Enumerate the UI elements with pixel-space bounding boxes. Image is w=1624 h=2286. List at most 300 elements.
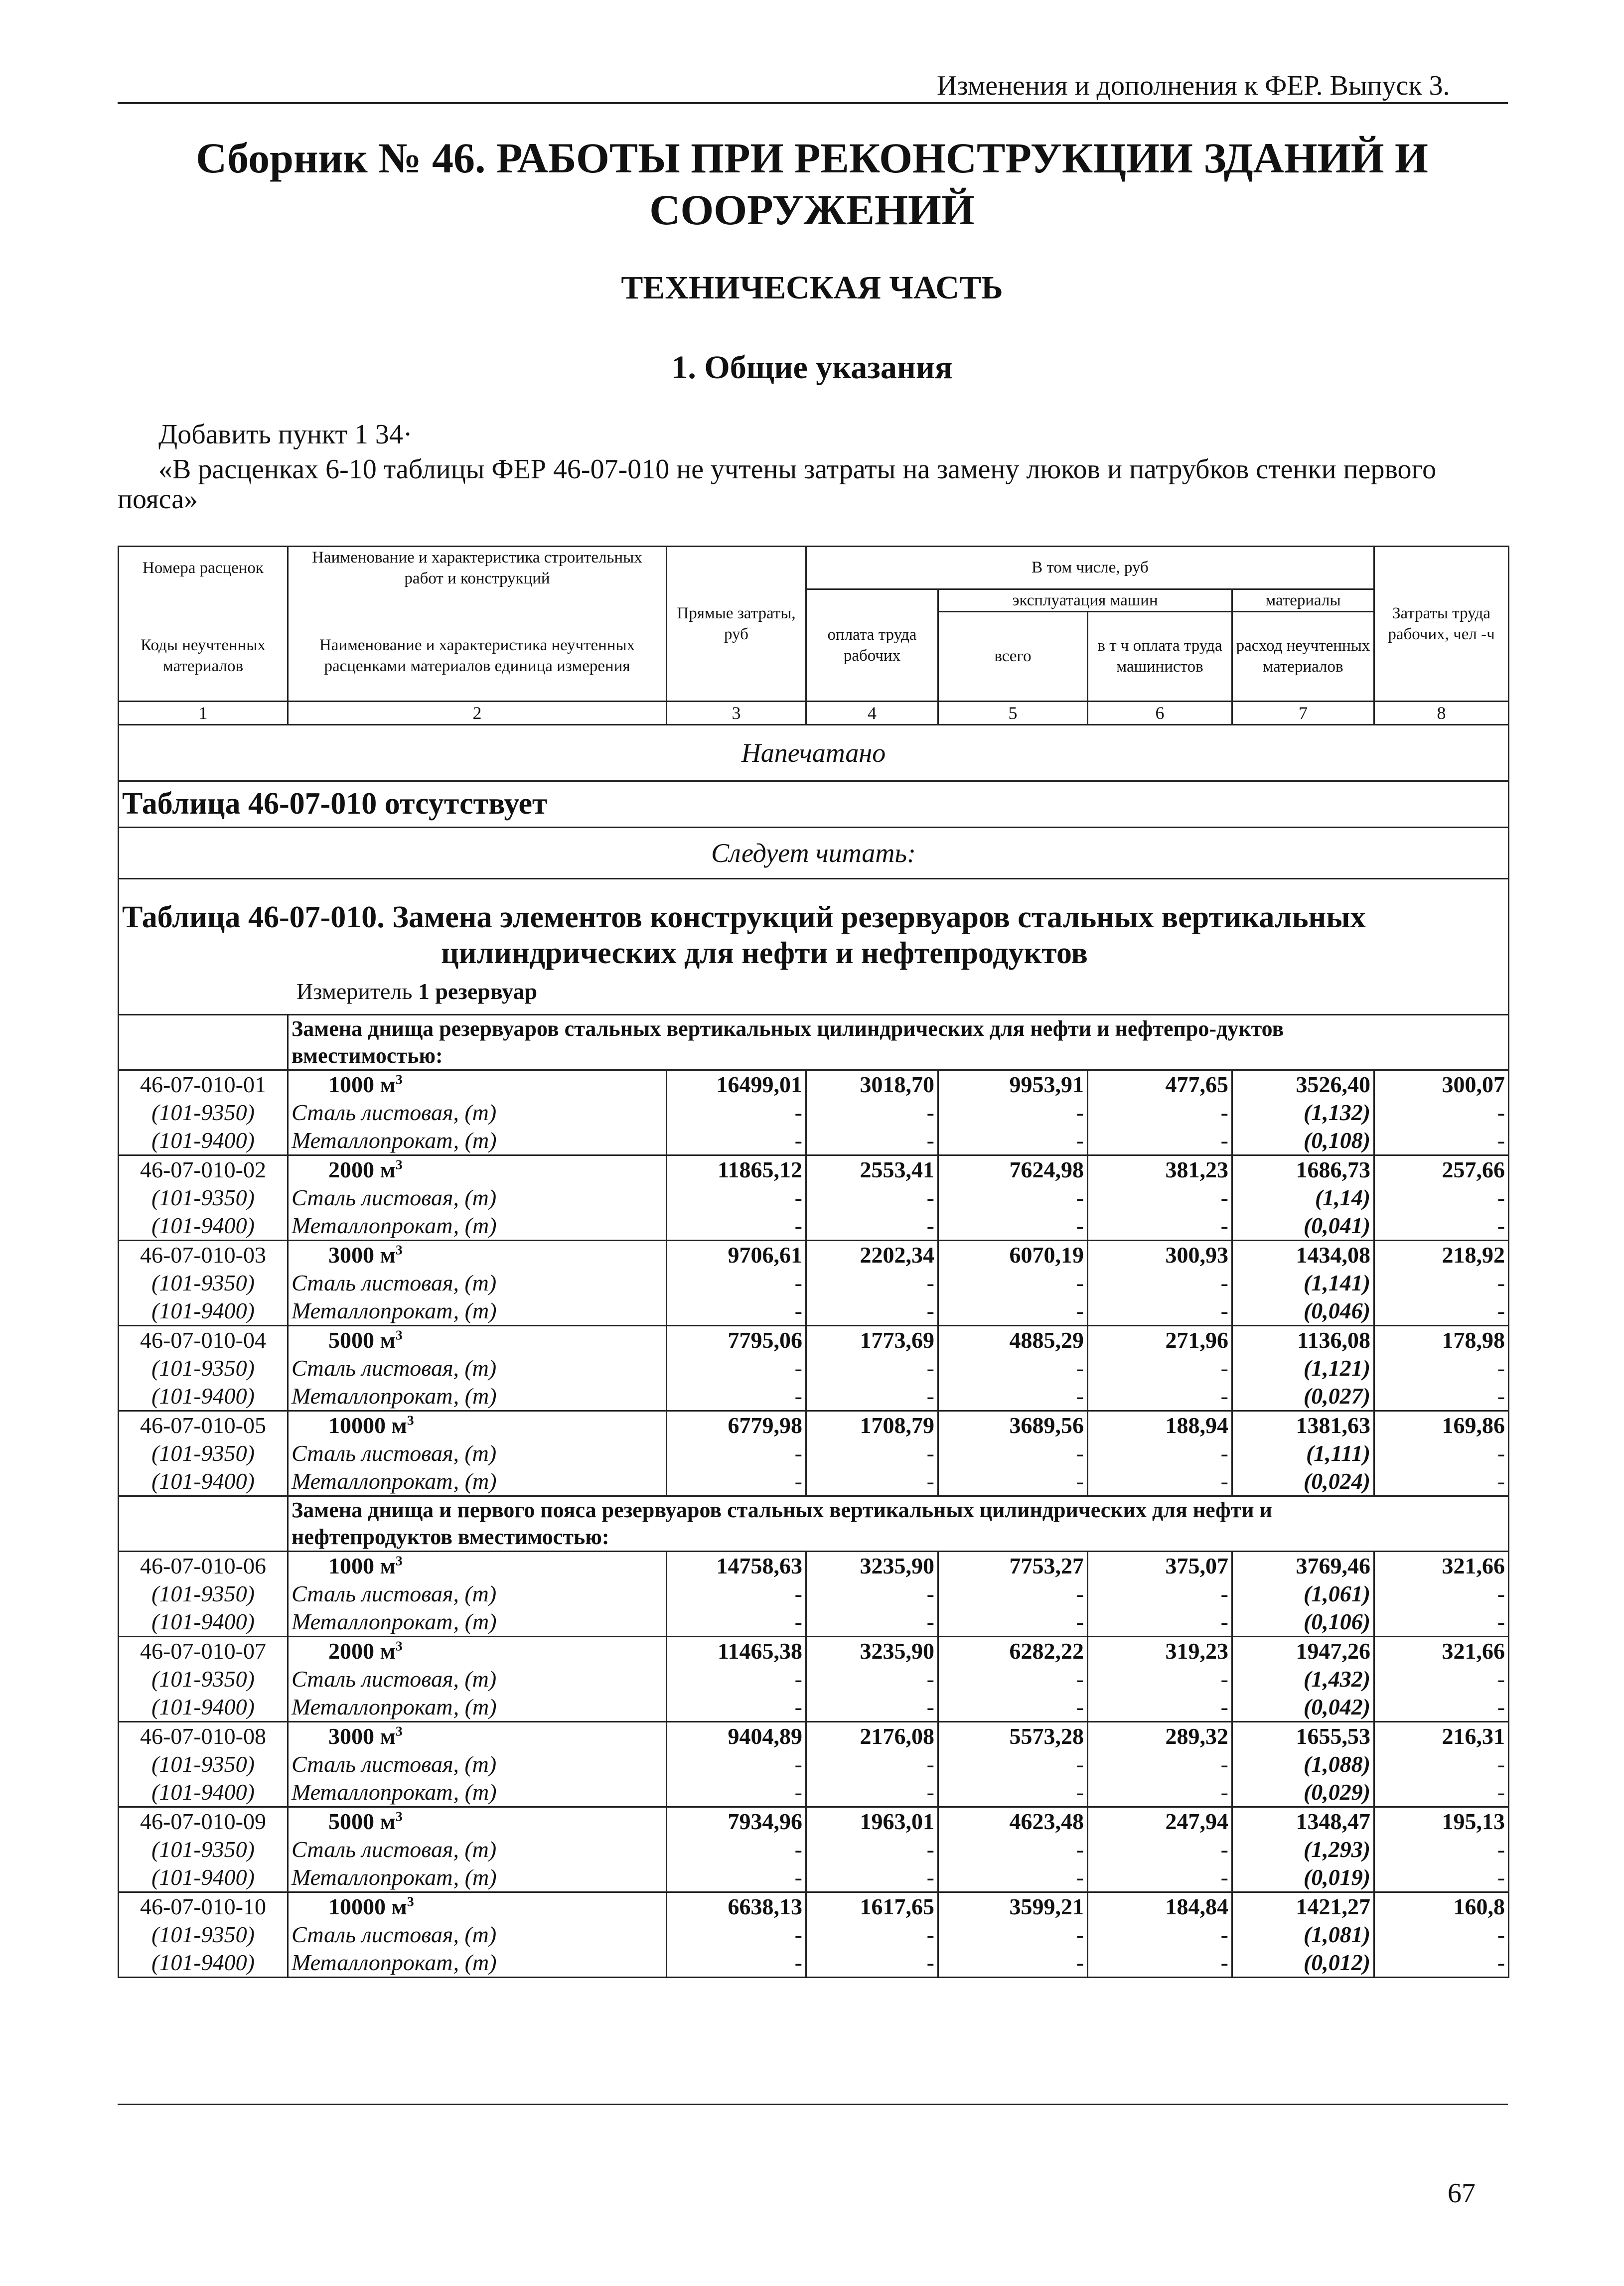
labor-hours: 321,66	[1374, 1636, 1509, 1665]
unit-exponent: 3	[395, 1071, 403, 1087]
direct-costs: 7934,96	[667, 1807, 806, 1836]
dash-cell: -	[806, 1354, 938, 1382]
column-number: 2	[288, 701, 667, 724]
material-quantity: (1,061)	[1232, 1580, 1374, 1608]
material-name: Сталь листовая, (т)	[288, 1269, 667, 1297]
column-number: 3	[667, 701, 806, 724]
operator-pay: 184,84	[1088, 1892, 1232, 1921]
material-code: (101-9350)	[119, 1099, 288, 1127]
material-name: Металлопрокат, (т)	[288, 1127, 667, 1155]
material-quantity: (1,088)	[1232, 1750, 1374, 1778]
header-machines-total: всего	[938, 611, 1088, 701]
direct-costs: 6638,13	[667, 1892, 806, 1921]
tank-volume	[288, 1240, 667, 1269]
header-work-name: Наименование и характеристика строительных работ и конструкций	[288, 547, 667, 589]
volume-unit: м	[380, 1723, 396, 1749]
machines-total: 3599,21	[938, 1892, 1088, 1921]
dash-cell: -	[806, 1863, 938, 1892]
dash-cell: -	[1088, 1354, 1232, 1382]
unit-exponent: 3	[407, 1893, 414, 1909]
dash-cell: -	[1374, 1949, 1509, 1978]
direct-costs: 14758,63	[667, 1551, 806, 1580]
material-name: Металлопрокат, (т)	[288, 1863, 667, 1892]
dash-cell: -	[1088, 1921, 1232, 1949]
operator-pay: 381,23	[1088, 1155, 1232, 1184]
material-code: (101-9400)	[119, 1297, 288, 1326]
dash-cell: -	[1374, 1836, 1509, 1863]
worker-pay: 3235,90	[806, 1636, 938, 1665]
machines-total: 4885,29	[938, 1325, 1088, 1354]
machines-total: 5573,28	[938, 1721, 1088, 1750]
labor-hours: 257,66	[1374, 1155, 1509, 1184]
dash-cell: -	[806, 1921, 938, 1949]
material-code: (101-9400)	[119, 1949, 288, 1978]
rate-code: 46-07-010-10	[119, 1892, 288, 1921]
dash-cell: -	[938, 1467, 1088, 1496]
header-rule	[118, 102, 1508, 104]
volume-unit: м	[380, 1638, 396, 1664]
labor-hours: 160,8	[1374, 1892, 1509, 1921]
volume-unit: м	[380, 1242, 396, 1268]
blank-cell	[119, 1496, 288, 1551]
dash-cell: -	[1374, 1099, 1509, 1127]
dash-cell: -	[1374, 1439, 1509, 1467]
dash-cell: -	[938, 1750, 1088, 1778]
dash-cell: -	[806, 1750, 938, 1778]
dash-cell: -	[938, 1693, 1088, 1722]
rate-code: 46-07-010-03	[119, 1240, 288, 1269]
material-quantity: (1,132)	[1232, 1099, 1374, 1127]
column-number: 4	[806, 701, 938, 724]
material-name: Металлопрокат, (т)	[288, 1778, 667, 1807]
material-quantity: (1,293)	[1232, 1836, 1374, 1863]
material-quantity: (0,108)	[1232, 1127, 1374, 1155]
labor-hours: 169,86	[1374, 1411, 1509, 1439]
labor-hours: 321,66	[1374, 1551, 1509, 1580]
material-quantity: (0,046)	[1232, 1297, 1374, 1326]
dash-cell: -	[938, 1382, 1088, 1411]
material-code: (101-9350)	[119, 1439, 288, 1467]
dash-cell: -	[1374, 1212, 1509, 1241]
material-name: Сталь листовая, (т)	[288, 1580, 667, 1608]
direct-costs: 16499,01	[667, 1070, 806, 1099]
dash-cell: -	[667, 1665, 806, 1693]
direct-costs: 11465,38	[667, 1636, 806, 1665]
volume-value: 1000	[328, 1553, 374, 1578]
dash-cell: -	[1088, 1778, 1232, 1807]
dash-cell: -	[1088, 1836, 1232, 1863]
material-name: Сталь листовая, (т)	[288, 1750, 667, 1778]
dash-cell: -	[1374, 1580, 1509, 1608]
material-quantity: (1,111)	[1232, 1439, 1374, 1467]
column-number: 7	[1232, 701, 1374, 724]
dash-cell: -	[667, 1693, 806, 1722]
material-code: (101-9400)	[119, 1693, 288, 1722]
material-code: (101-9400)	[119, 1778, 288, 1807]
dash-cell: -	[938, 1439, 1088, 1467]
dash-cell: -	[938, 1297, 1088, 1326]
material-name: Металлопрокат, (т)	[288, 1467, 667, 1496]
volume-unit: м	[391, 1894, 407, 1919]
dash-cell: -	[1088, 1099, 1232, 1127]
volume-value: 10000	[328, 1413, 386, 1438]
dash-cell: -	[667, 1297, 806, 1326]
material-name: Сталь листовая, (т)	[288, 1184, 667, 1212]
material-quantity: (0,041)	[1232, 1212, 1374, 1241]
measure-value: 1 резервуар	[418, 978, 538, 1004]
rate-code: 46-07-010-01	[119, 1070, 288, 1099]
volume-unit: м	[380, 1072, 396, 1097]
unit-exponent: 3	[395, 1242, 403, 1258]
worker-pay: 2202,34	[806, 1240, 938, 1269]
dash-cell: -	[1088, 1467, 1232, 1496]
section-heading: ТЕХНИЧЕСКАЯ ЧАСТЬ	[621, 270, 1003, 306]
direct-costs: 11865,12	[667, 1155, 806, 1184]
materials-cost: 1421,27	[1232, 1892, 1374, 1921]
dash-cell: -	[806, 1608, 938, 1637]
column-number: 1	[119, 701, 288, 724]
column-number: 5	[938, 701, 1088, 724]
section-heading-bottom-belt	[288, 1496, 1509, 1551]
dash-cell: -	[1374, 1863, 1509, 1892]
rate-code: 46-07-010-09	[119, 1807, 288, 1836]
dash-cell: -	[1088, 1750, 1232, 1778]
header-direct-costs: Прямые затраты, руб	[667, 547, 806, 702]
header-including: В том числе, руб	[806, 547, 1374, 589]
material-code: (101-9350)	[119, 1580, 288, 1608]
column-number: 6	[1088, 701, 1232, 724]
volume-unit: м	[380, 1157, 396, 1182]
material-name: Металлопрокат, (т)	[288, 1212, 667, 1241]
volume-unit: м	[380, 1327, 396, 1353]
operator-pay: 289,32	[1088, 1721, 1232, 1750]
materials-cost: 1655,53	[1232, 1721, 1374, 1750]
dash-cell: -	[1374, 1354, 1509, 1382]
header-operator-pay: в т ч оплата труда машинистов	[1088, 611, 1232, 701]
materials-cost: 3769,46	[1232, 1551, 1374, 1580]
dash-cell: -	[667, 1212, 806, 1241]
dash-cell: -	[1088, 1382, 1232, 1411]
dash-cell: -	[667, 1439, 806, 1467]
material-code: (101-9400)	[119, 1127, 288, 1155]
dash-cell: -	[667, 1354, 806, 1382]
dash-cell: -	[667, 1949, 806, 1978]
worker-pay: 2176,08	[806, 1721, 938, 1750]
table-caption-line1: Таблица 46-07-010. Замена элементов конструкций резервуаров стальных вертикальных	[122, 900, 1366, 934]
material-code: (101-9400)	[119, 1467, 288, 1496]
dash-cell: -	[1088, 1580, 1232, 1608]
material-code: (101-9400)	[119, 1608, 288, 1637]
dash-cell: -	[667, 1836, 806, 1863]
dash-cell: -	[938, 1127, 1088, 1155]
material-code: (101-9350)	[119, 1921, 288, 1949]
machines-total: 7624,98	[938, 1155, 1088, 1184]
materials-cost: 1434,08	[1232, 1240, 1374, 1269]
material-quantity: (0,024)	[1232, 1467, 1374, 1496]
column-number: 8	[1374, 701, 1509, 724]
material-name: Сталь листовая, (т)	[288, 1836, 667, 1863]
dash-cell: -	[806, 1665, 938, 1693]
dash-cell: -	[938, 1184, 1088, 1212]
rate-code: 46-07-010-05	[119, 1411, 288, 1439]
machines-total: 7753,27	[938, 1551, 1088, 1580]
dash-cell: -	[806, 1836, 938, 1863]
operator-pay: 271,96	[1088, 1325, 1232, 1354]
dash-cell: -	[1374, 1778, 1509, 1807]
labor-hours: 216,31	[1374, 1721, 1509, 1750]
labor-hours: 300,07	[1374, 1070, 1509, 1099]
unit-exponent: 3	[395, 1723, 403, 1739]
dash-cell: -	[806, 1693, 938, 1722]
dash-cell: -	[1374, 1127, 1509, 1155]
volume-value: 2000	[328, 1638, 374, 1664]
volume-value: 3000	[328, 1242, 374, 1268]
material-quantity: (1,121)	[1232, 1354, 1374, 1382]
dash-cell: -	[806, 1184, 938, 1212]
worker-pay: 1963,01	[806, 1807, 938, 1836]
dash-cell: -	[806, 1099, 938, 1127]
header-worker-pay: оплата труда рабочих	[806, 589, 938, 701]
rates-table	[118, 546, 1509, 1978]
dash-cell: -	[938, 1269, 1088, 1297]
operator-pay: 319,23	[1088, 1636, 1232, 1665]
dash-cell: -	[938, 1665, 1088, 1693]
should-read-label: Следует читать:	[119, 827, 1509, 878]
material-code: (101-9400)	[119, 1863, 288, 1892]
dash-cell: -	[806, 1467, 938, 1496]
worker-pay: 1708,79	[806, 1411, 938, 1439]
dash-cell: -	[1088, 1608, 1232, 1637]
dash-cell: -	[806, 1439, 938, 1467]
materials-cost: 1136,08	[1232, 1325, 1374, 1354]
volume-value: 1000	[328, 1072, 374, 1097]
rate-code: 46-07-010-06	[119, 1551, 288, 1580]
operator-pay: 188,94	[1088, 1411, 1232, 1439]
material-name: Металлопрокат, (т)	[288, 1297, 667, 1326]
unit-exponent: 3	[395, 1327, 403, 1343]
dash-cell: -	[806, 1382, 938, 1411]
materials-cost: 1686,73	[1232, 1155, 1374, 1184]
dash-cell: -	[806, 1269, 938, 1297]
dash-cell: -	[667, 1099, 806, 1127]
running-head: Изменения и дополнения к ФЕР. Выпуск 3.	[937, 70, 1450, 101]
dash-cell: -	[667, 1608, 806, 1637]
unit-exponent: 3	[395, 1638, 403, 1654]
table-caption	[119, 878, 1509, 1014]
material-code: (101-9350)	[119, 1750, 288, 1778]
tank-volume	[288, 1892, 667, 1921]
direct-costs: 6779,98	[667, 1411, 806, 1439]
material-quantity: (1,14)	[1232, 1184, 1374, 1212]
dash-cell: -	[938, 1863, 1088, 1892]
dash-cell: -	[1374, 1184, 1509, 1212]
dash-cell: -	[1374, 1608, 1509, 1637]
dash-cell: -	[806, 1949, 938, 1978]
worker-pay: 3018,70	[806, 1070, 938, 1099]
footer-rule	[118, 2104, 1508, 2105]
dash-cell: -	[806, 1778, 938, 1807]
dash-cell: -	[1088, 1665, 1232, 1693]
dash-cell: -	[1374, 1269, 1509, 1297]
dash-cell: -	[806, 1212, 938, 1241]
machines-total: 6282,22	[938, 1636, 1088, 1665]
dash-cell: -	[1374, 1693, 1509, 1722]
dash-cell: -	[938, 1212, 1088, 1241]
material-name: Сталь листовая, (т)	[288, 1099, 667, 1127]
material-code: (101-9350)	[119, 1184, 288, 1212]
machines-total: 3689,56	[938, 1411, 1088, 1439]
section-heading-bottom	[288, 1014, 1509, 1070]
header-rate-numbers: Номера расценок	[119, 547, 288, 589]
dash-cell: -	[667, 1863, 806, 1892]
labor-hours: 178,98	[1374, 1325, 1509, 1354]
material-name: Металлопрокат, (т)	[288, 1693, 667, 1722]
header-material-consumption: расход неучтенных материалов	[1232, 611, 1374, 701]
worker-pay: 3235,90	[806, 1551, 938, 1580]
dash-cell: -	[806, 1580, 938, 1608]
dash-cell: -	[938, 1921, 1088, 1949]
header-labor-hours: Затраты труда рабочих, чел -ч	[1374, 547, 1509, 702]
section-heading-bottom-belt-line2: нефтепродуктов вместимостью:	[292, 1524, 609, 1549]
dash-cell: -	[938, 1608, 1088, 1637]
volume-value: 5000	[328, 1327, 374, 1353]
dash-cell: -	[667, 1921, 806, 1949]
tank-volume	[288, 1155, 667, 1184]
dash-cell: -	[1088, 1127, 1232, 1155]
machines-total: 9953,91	[938, 1070, 1088, 1099]
rate-code: 46-07-010-07	[119, 1636, 288, 1665]
material-quantity: (1,432)	[1232, 1665, 1374, 1693]
operator-pay: 477,65	[1088, 1070, 1232, 1099]
volume-unit: м	[380, 1809, 396, 1834]
material-code: (101-9350)	[119, 1269, 288, 1297]
subsection-heading: 1. Общие указания	[671, 349, 953, 386]
volume-value: 10000	[328, 1894, 386, 1919]
material-quantity: (0,019)	[1232, 1863, 1374, 1892]
materials-cost: 3526,40	[1232, 1070, 1374, 1099]
worker-pay: 2553,41	[806, 1155, 938, 1184]
dash-cell: -	[1088, 1212, 1232, 1241]
direct-costs: 9706,61	[667, 1240, 806, 1269]
add-clause: Добавить пункт 1 34·	[158, 419, 413, 450]
tank-volume	[288, 1325, 667, 1354]
unit-exponent: 3	[395, 1156, 403, 1172]
volume-unit: м	[391, 1413, 407, 1438]
material-code: (101-9400)	[119, 1382, 288, 1411]
labor-hours: 218,92	[1374, 1240, 1509, 1269]
document-title-line2: СООРУЖЕНИЙ	[649, 186, 975, 234]
dash-cell: -	[806, 1127, 938, 1155]
volume-value: 2000	[328, 1157, 374, 1182]
machines-total: 4623,48	[938, 1807, 1088, 1836]
material-code: (101-9350)	[119, 1665, 288, 1693]
dash-cell: -	[1374, 1665, 1509, 1693]
worker-pay: 1617,65	[806, 1892, 938, 1921]
rate-code: 46-07-010-04	[119, 1325, 288, 1354]
materials-cost: 1947,26	[1232, 1636, 1374, 1665]
section-heading-bottom-belt-line1: Замена днища и первого пояса резервуаров стальных вертикальных цилиндрических для нефти и	[292, 1497, 1272, 1522]
unit-exponent: 3	[395, 1808, 403, 1824]
section-heading-bottom-line1: Замена днища резервуаров стальных вертикальных цилиндрических для нефти и нефтепро-дуктов	[292, 1016, 1284, 1041]
dash-cell: -	[1374, 1297, 1509, 1326]
header-material-names: Наименование и характеристика неучтенных расценками материалов единица измерения	[288, 611, 667, 701]
dash-cell: -	[1088, 1439, 1232, 1467]
dash-cell: -	[938, 1778, 1088, 1807]
dash-cell: -	[667, 1127, 806, 1155]
material-code: (101-9400)	[119, 1212, 288, 1241]
material-code: (101-9350)	[119, 1836, 288, 1863]
material-name: Сталь листовая, (т)	[288, 1354, 667, 1382]
tank-volume	[288, 1636, 667, 1665]
volume-unit: м	[380, 1553, 396, 1578]
quote-line1: «В расценках 6-10 таблицы ФЕР 46-07-010 не учтены затраты на замену люков и патрубков стенки первого	[158, 454, 1437, 485]
material-quantity: (0,042)	[1232, 1693, 1374, 1722]
unit-exponent: 3	[395, 1553, 403, 1569]
tank-volume	[288, 1807, 667, 1836]
page-number: 67	[1448, 2178, 1476, 2209]
header-machine-operation: эксплуатация машин	[938, 589, 1232, 611]
material-name: Сталь листовая, (т)	[288, 1665, 667, 1693]
rate-code: 46-07-010-02	[119, 1155, 288, 1184]
printed-label: Напечатано	[119, 724, 1509, 781]
dash-cell: -	[667, 1580, 806, 1608]
material-name: Металлопрокат, (т)	[288, 1608, 667, 1637]
dash-cell: -	[1374, 1382, 1509, 1411]
header-material-codes: Коды неучтенных материалов	[119, 611, 288, 701]
dash-cell: -	[1374, 1921, 1509, 1949]
rate-code: 46-07-010-08	[119, 1721, 288, 1750]
dash-cell: -	[938, 1354, 1088, 1382]
dash-cell: -	[1088, 1949, 1232, 1978]
section-heading-bottom-line2: вместимостью:	[292, 1043, 443, 1068]
material-name: Металлопрокат, (т)	[288, 1382, 667, 1411]
dash-cell: -	[938, 1099, 1088, 1127]
dash-cell: -	[667, 1750, 806, 1778]
dash-cell: -	[1374, 1750, 1509, 1778]
dash-cell: -	[667, 1382, 806, 1411]
unit-exponent: 3	[407, 1412, 414, 1428]
direct-costs: 9404,89	[667, 1721, 806, 1750]
material-name: Сталь листовая, (т)	[288, 1921, 667, 1949]
dash-cell: -	[1374, 1467, 1509, 1496]
materials-cost: 1348,47	[1232, 1807, 1374, 1836]
document-title-line1: Сборник № 46. РАБОТЫ ПРИ РЕКОНСТРУКЦИИ ЗДАНИЙ И	[196, 134, 1428, 182]
operator-pay: 300,93	[1088, 1240, 1232, 1269]
material-quantity: (1,141)	[1232, 1269, 1374, 1297]
operator-pay: 375,07	[1088, 1551, 1232, 1580]
material-name: Сталь листовая, (т)	[288, 1439, 667, 1467]
materials-cost: 1381,63	[1232, 1411, 1374, 1439]
dash-cell: -	[1088, 1693, 1232, 1722]
header-materials: материалы	[1232, 589, 1374, 611]
volume-value: 3000	[328, 1723, 374, 1749]
table-caption-line2: цилиндрических для нефти и нефтепродуктов	[441, 936, 1088, 970]
dash-cell: -	[667, 1184, 806, 1212]
blank-cell	[119, 1014, 288, 1070]
material-name: Металлопрокат, (т)	[288, 1949, 667, 1978]
material-quantity: (0,029)	[1232, 1778, 1374, 1807]
labor-hours: 195,13	[1374, 1807, 1509, 1836]
material-quantity: (0,106)	[1232, 1608, 1374, 1637]
direct-costs: 7795,06	[667, 1325, 806, 1354]
tank-volume	[288, 1070, 667, 1099]
missing-table-note: Таблица 46-07-010 отсутствует	[119, 781, 1509, 827]
volume-value: 5000	[328, 1809, 374, 1834]
measure-label: Измеритель	[296, 978, 413, 1004]
material-code: (101-9350)	[119, 1354, 288, 1382]
material-quantity: (1,081)	[1232, 1921, 1374, 1949]
quote-line2: пояса»	[118, 484, 198, 515]
